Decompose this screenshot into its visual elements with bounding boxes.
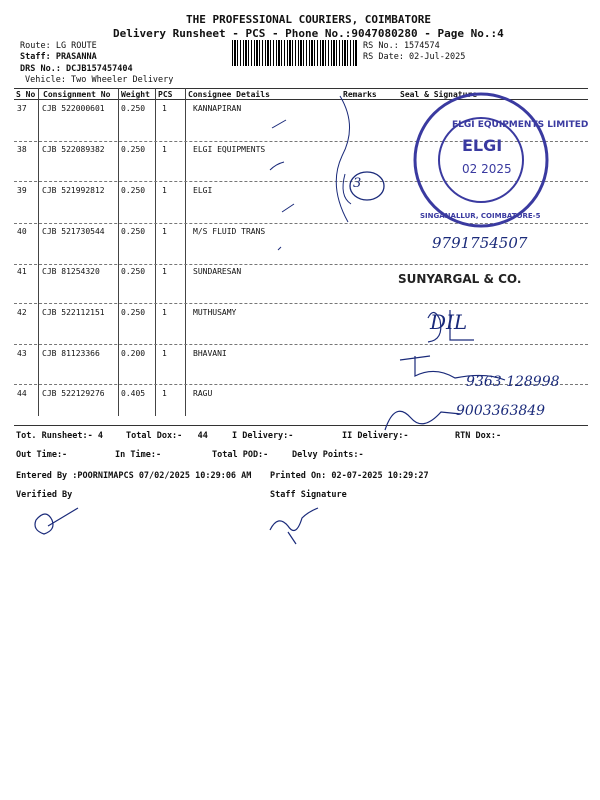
pen-ticks [270, 96, 351, 250]
col-consignee: Consignee Details [188, 90, 270, 99]
row43-phone: 9363 128998 [466, 374, 560, 390]
row-sno: 41 [17, 267, 27, 276]
row-consignee: KANNAPIRAN [193, 104, 242, 113]
out-time: Out Time:- [16, 450, 68, 460]
row-consignment: CJB 81254320 [42, 267, 100, 276]
row-pcs: 1 [162, 104, 167, 113]
delvy-points: Delvy Points:- [292, 450, 364, 460]
row-consignment: CJB 522112151 [42, 308, 105, 317]
row-pcs: 1 [162, 389, 167, 398]
row-consignee: SUNDARESAN [193, 267, 242, 276]
row-sno: 37 [17, 104, 27, 113]
entered-by: Entered By :POORNIMAPCS 07/02/2025 10:29:06 AM [16, 471, 252, 481]
row-pcs: 1 [162, 267, 167, 276]
row-weight: 0.250 [121, 267, 146, 276]
row-consignee: ELGI [193, 186, 213, 195]
row-pcs: 1 [162, 145, 167, 154]
route-label: Route: LG ROUTE [20, 41, 97, 51]
row-weight: 0.250 [121, 186, 146, 195]
total-pod: Total POD:- [212, 450, 269, 460]
col-pcs: PCS [158, 90, 173, 99]
row-consignee: BHAVANI [193, 349, 227, 358]
seal-ring-text: ELGI EQUIPMENTS LIMITED [452, 120, 589, 130]
row-consignment: CJB 522129276 [42, 389, 105, 398]
signature-scribbles [35, 310, 505, 544]
row-weight: 0.250 [121, 308, 146, 317]
col-weight: Weight [121, 90, 150, 99]
verified-by-label: Verified By [16, 490, 73, 500]
ii-delivery: II Delivery:- [342, 431, 409, 441]
row40-phone: 9791754507 [432, 234, 528, 252]
tot-runsheet: Tot. Runsheet:- 4 [16, 431, 103, 441]
row-consignment: CJB 81123366 [42, 349, 100, 358]
row-sno: 44 [17, 389, 27, 398]
row-pcs: 1 [162, 308, 167, 317]
seal-brand: ELGI [462, 136, 503, 155]
row-weight: 0.250 [121, 104, 146, 113]
row-consignment: CJB 522089382 [42, 145, 105, 154]
i-delivery: I Delivery:- [232, 431, 294, 441]
row-consignee: M/S FLUID TRANS [193, 227, 266, 236]
rs-date: RS Date: 02-Jul-2025 [363, 52, 466, 62]
row-sno: 40 [17, 227, 27, 236]
row-consignee: MUTHUSAMY [193, 308, 237, 317]
printed-on: Printed On: 02-07-2025 10:29:27 [270, 471, 429, 481]
row-consignment: CJB 521992812 [42, 186, 105, 195]
col-seal-signature: Seal & Signature [400, 90, 478, 99]
row-weight: 0.405 [121, 389, 146, 398]
row-sno: 39 [17, 186, 27, 195]
row44-phone: 9003363849 [456, 403, 546, 419]
row-sno: 43 [17, 349, 27, 358]
row-pcs: 1 [162, 349, 167, 358]
row-pcs: 1 [162, 227, 167, 236]
row42-sign: DIL [430, 310, 468, 334]
row-consignment: CJB 522000601 [42, 104, 105, 113]
total-dox: Total Dox:- 44 [126, 431, 208, 441]
col-consignment: Consignment No [43, 90, 111, 99]
row-weight: 0.250 [121, 145, 146, 154]
row-consignment: CJB 521730544 [42, 227, 105, 236]
row41-stamp: SUNYARGAL & CO. [398, 272, 522, 286]
seal-bottom-text: SINGANALLUR, COIMBATORE-5 [420, 212, 541, 220]
company-seal [415, 94, 547, 226]
col-sno: S No [16, 90, 36, 99]
runsheet-subtitle: Delivery Runsheet - PCS - Phone No.:9047080280 - Page No.:4 [113, 27, 504, 40]
row-weight: 0.250 [121, 227, 146, 236]
rtn-dox: RTN Dox:- [455, 431, 502, 441]
row-sno: 42 [17, 308, 27, 317]
drs-number: DRS No.: DCJB157457404 [20, 64, 133, 74]
row-consignee: RAGU [193, 389, 213, 398]
circled-number: 3 [353, 176, 362, 191]
row-sno: 38 [17, 145, 27, 154]
row-consignee: ELGI EQUIPMENTS [193, 145, 266, 154]
company-title: THE PROFESSIONAL COURIERS, COIMBATORE [186, 13, 432, 26]
staff-label: Staff: PRASANNA [20, 52, 97, 62]
row-pcs: 1 [162, 186, 167, 195]
vehicle-label: Vehicle: Two Wheeler Delivery [25, 75, 174, 85]
in-time: In Time:- [115, 450, 162, 460]
rs-number: RS No.: 1574574 [363, 41, 440, 51]
col-remarks: Remarks [343, 90, 377, 99]
seal-date: 02 2025 [462, 162, 512, 176]
staff-signature-label: Staff Signature [270, 490, 347, 500]
row-weight: 0.200 [121, 349, 146, 358]
